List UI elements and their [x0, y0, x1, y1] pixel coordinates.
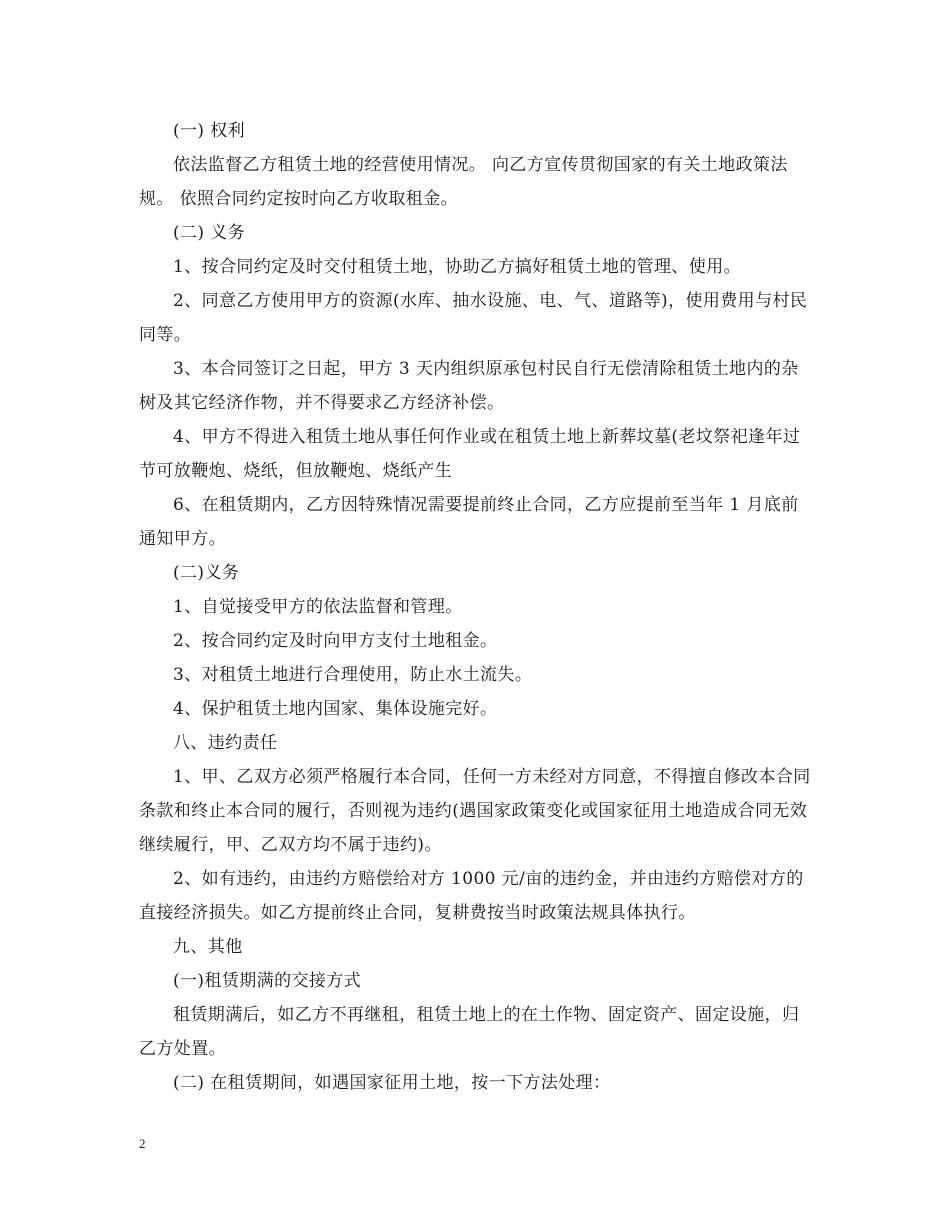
- paragraph: 2、如有违约，由违约方赔偿给对方 1000 元/亩的违约金，并由违约方赔偿对方的直接经济损失。如乙方提前终止合同，复耕费按当时政策法规具体执行。: [139, 869, 804, 923]
- paragraph: 4、甲方不得进入租赁土地从事任何作业或在租赁土地上新葬坟墓(老坟祭祀逢年过节可放鞭炮、烧纸，但放鞭炮、烧纸产生: [139, 427, 801, 481]
- document-body: [139, 114, 815, 1100]
- paragraph: 1、按合同约定及时交付租赁土地，协助乙方搞好租赁土地的管理、使用。: [173, 257, 742, 277]
- page-number: 2: [139, 1136, 146, 1151]
- paragraph: 3、对租赁土地进行合理使用，防止水土流失。: [173, 665, 533, 685]
- paragraph: 6、在租赁期内，乙方因特殊情况需要提前终止合同，乙方应提前至当年 1 月底前通知甲方。: [139, 495, 799, 549]
- section-heading-breach: 八、违约责任: [173, 733, 278, 753]
- paragraph: 1、自觉接受甲方的依法监督和管理。: [173, 597, 463, 617]
- section-heading-obligations: (二) 义务: [173, 223, 246, 243]
- section-heading-obligations-b: (二)义务: [173, 563, 240, 583]
- section-heading-rights: (一) 权利: [173, 121, 246, 141]
- paragraph: 1、甲、乙双方必须严格履行本合同，任何一方未经对方同意，不得擅自修改本合同条款和终止本合同的履行，否则视为违约(遇国家政策变化或国家征用土地造成合同无效继续履行，甲、乙双方均不属于违约)。: [139, 767, 811, 855]
- section-heading-other: 九、其他: [173, 937, 243, 957]
- paragraph: 2、同意乙方使用甲方的资源(水库、抽水设施、电、气、道路等)，使用费用与村民同等。: [139, 291, 808, 345]
- paragraph: 2、按合同约定及时向甲方支付土地租金。: [173, 631, 498, 651]
- paragraph: 4、保护租赁土地内国家、集体设施完好。: [173, 699, 498, 719]
- paragraph: 3、本合同签订之日起，甲方 3 天内组织原承包村民自行无偿清除租赁土地内的杂树及其它经济作物，并不得要求乙方经济补偿。: [139, 359, 799, 413]
- paragraph: 依法监督乙方租赁土地的经营使用情况。 向乙方宣传贯彻国家的有关土地政策法规。 依照合同约定按时向乙方收取租金。: [139, 155, 788, 209]
- paragraph: 租赁期满后，如乙方不再继租，租赁土地上的在土作物、固定资产、固定设施，归乙方处置。: [139, 1005, 800, 1059]
- subsection-heading: (二) 在租赁期间，如遇国家征用土地，按一下方法处理：: [173, 1073, 611, 1093]
- subsection-heading: (一)租赁期满的交接方式: [173, 971, 362, 991]
